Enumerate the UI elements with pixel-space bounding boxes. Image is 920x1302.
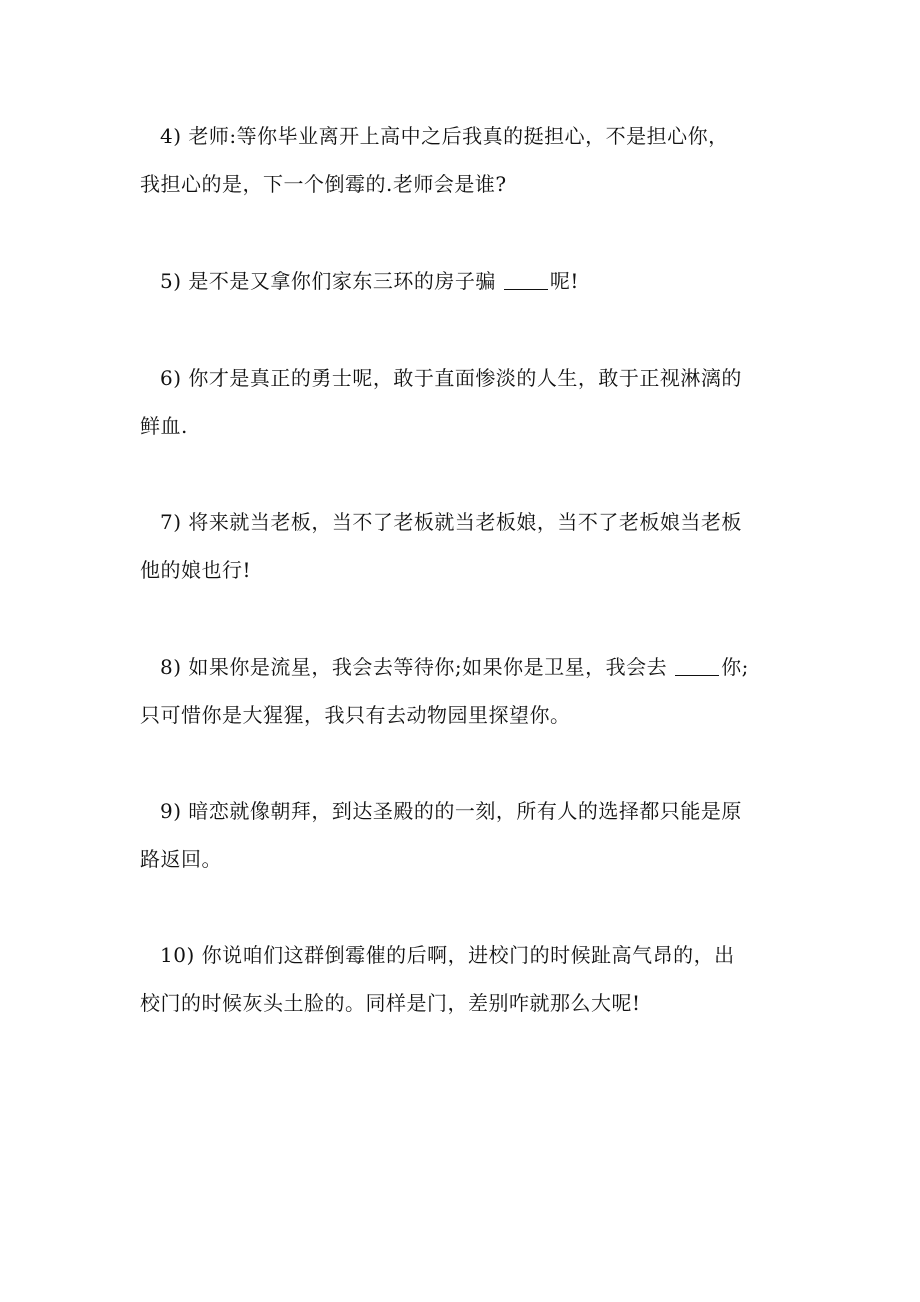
paragraph-line: 暗恋就像朝拜，到达圣殿的的一刻，所有人的选择都只能是原 — [188, 799, 742, 823]
paragraph-number: 4) — [160, 124, 182, 148]
paragraph-5 — [140, 257, 780, 305]
paragraph-6 — [140, 354, 780, 450]
paragraph-7 — [140, 498, 780, 594]
paragraph-8 — [140, 643, 780, 739]
paragraph-line: 他的娘也行! — [140, 558, 252, 582]
paragraph-text-before-blank: 是不是又拿你们家东三环的房子骗 — [188, 269, 496, 293]
paragraph-line: 你说咱们这群倒霉催的后啊，进校门的时候趾高气昂的，出 — [201, 943, 735, 967]
paragraph-9 — [140, 787, 780, 883]
paragraph-line: 你才是真正的勇士呢，敢于直面惨淡的人生，敢于正视淋漓的 — [188, 366, 742, 390]
paragraph-number: 9) — [160, 799, 182, 823]
paragraph-text-after-blank: 你; — [721, 655, 749, 679]
paragraph-text-after-blank: 呢! — [549, 269, 579, 293]
paragraph-number: 5) — [160, 269, 182, 293]
fill-in-blank — [504, 271, 548, 290]
fill-in-blank — [675, 657, 719, 676]
paragraph-line: 路返回。 — [140, 847, 222, 871]
paragraph-number: 7) — [160, 510, 182, 534]
paragraph-number: 6) — [160, 366, 182, 390]
paragraph-line: 我担心的是，下一个倒霉的.老师会是谁? — [140, 172, 507, 196]
paragraph-line: 鲜血. — [140, 414, 188, 438]
paragraph-line: 校门的时候灰头土脸的。同样是门，差别咋就那么大呢! — [140, 991, 641, 1015]
paragraph-10 — [140, 931, 780, 1027]
paragraph-number: 10) — [160, 943, 195, 967]
paragraph-text-before-blank: 如果你是流星，我会去等待你;如果你是卫星，我会去 — [188, 655, 668, 679]
paragraph-line: 将来就当老板，当不了老板就当老板娘，当不了老板娘当老板 — [188, 510, 742, 534]
paragraph-line: 只可惜你是大猩猩，我只有去动物园里探望你。 — [140, 703, 571, 727]
paragraph-4 — [140, 112, 780, 208]
paragraph-number: 8) — [160, 655, 182, 679]
paragraph-line: 老师:等你毕业离开上高中之后我真的挺担心，不是担心你， — [188, 124, 729, 148]
